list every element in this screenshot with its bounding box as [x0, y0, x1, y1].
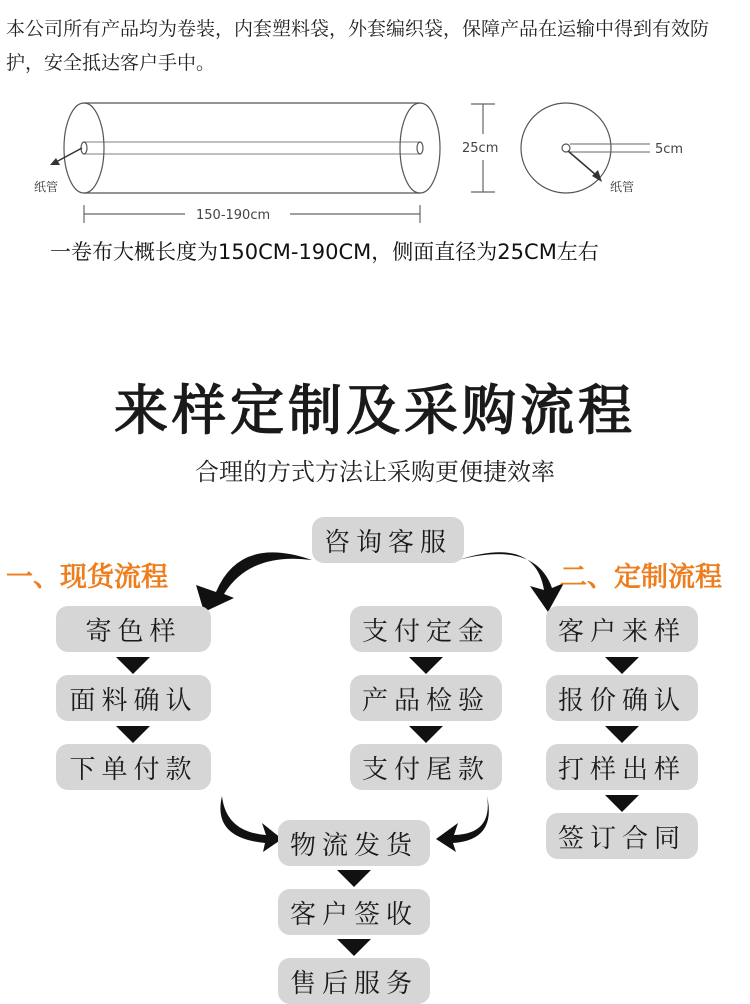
tube-label-right: 纸管 — [610, 180, 635, 194]
sign-contract-step: 签订合同 — [546, 813, 698, 859]
down-arrow-icon — [116, 726, 150, 743]
left-flow-title: 一、现货流程 — [6, 562, 168, 593]
order-payment-step: 下单付款 — [56, 744, 211, 790]
down-arrow-icon — [116, 657, 150, 674]
section-title: 来样定制及采购流程 — [114, 378, 636, 442]
core-diameter-label: 5cm — [655, 142, 684, 157]
make-sample-step: 打样出样 — [546, 744, 698, 790]
right-flow-title: 二、定制流程 — [560, 562, 722, 593]
curved-arrow-right-icon — [458, 552, 564, 612]
product-inspection-step: 产品检验 — [350, 675, 502, 721]
down-arrow-icon — [409, 657, 443, 674]
send-color-sample-step: 寄色样 — [56, 606, 211, 652]
diameter-label: 25cm — [462, 141, 499, 156]
down-arrow-icon — [409, 726, 443, 743]
customer-receipt-step: 客户签收 — [278, 889, 430, 935]
down-arrow-icon — [605, 726, 639, 743]
down-arrow-icon — [605, 795, 639, 812]
customer-sample-step: 客户来样 — [546, 606, 698, 652]
pay-deposit-step: 支付定金 — [350, 606, 502, 652]
down-arrow-icon — [605, 657, 639, 674]
consult-service-step: 咨询客服 — [312, 517, 464, 563]
after-sales-service-step: 售后服务 — [278, 958, 430, 1004]
curved-arrow-right-bottom-icon — [436, 796, 489, 852]
fabric-confirm-step: 面料确认 — [56, 675, 211, 721]
section-subtitle: 合理的方式方法让采购更便捷效率 — [195, 458, 555, 486]
down-arrow-icon — [337, 870, 371, 887]
intro-text: 本公司所有产品均为卷装，内套塑料袋，外套编织袋，保障产品在运输中得到有效防护，安全抵达客户手中。 — [6, 18, 710, 74]
roll-size-caption: 一卷布大概长度为150CM-190CM，侧面直径为25CM左右 — [50, 240, 599, 264]
length-label: 150-190cm — [196, 208, 271, 223]
logistics-shipping-step: 物流发货 — [278, 820, 430, 866]
quote-confirm-step: 报价确认 — [546, 675, 698, 721]
tube-label-left: 纸管 — [34, 180, 59, 194]
curved-arrow-left-icon — [196, 552, 312, 612]
curved-arrow-left-bottom-icon — [220, 796, 282, 852]
pay-balance-step: 支付尾款 — [350, 744, 502, 790]
down-arrow-icon — [337, 939, 371, 956]
